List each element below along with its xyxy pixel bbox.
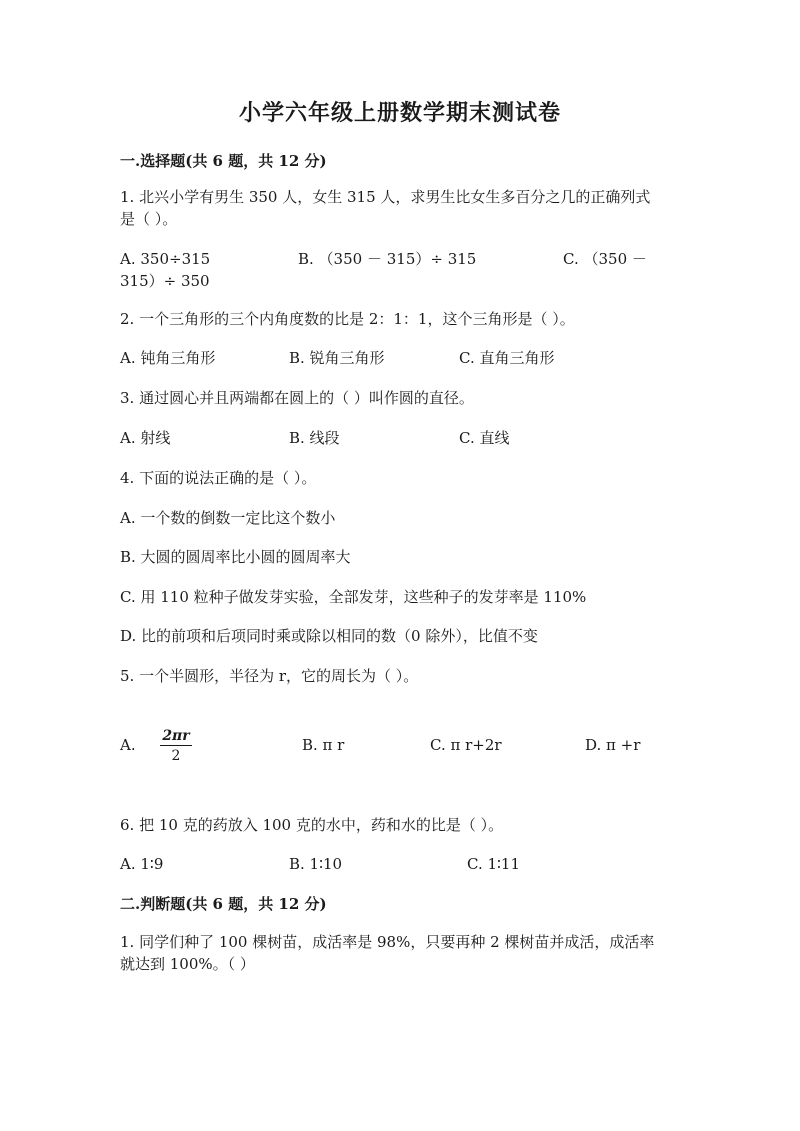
q3-option-a: A. 射线 — [120, 429, 171, 447]
question-1-line1: 1. 北兴小学有男生 350 人，女生 315 人，求男生比女生多百分之几的正确列式 — [120, 188, 651, 206]
question-1-line2: 是（ ）。 — [120, 210, 178, 228]
q6-option-c: C. 1∶11 — [467, 855, 521, 873]
fraction-numerator: 2πr — [160, 728, 192, 746]
q5-option-b: B. π r — [302, 736, 345, 754]
question-4: 4. 下面的说法正确的是（ ）。 — [120, 469, 317, 487]
q3-option-c: C. 直线 — [459, 429, 510, 447]
q4-option-a: A. 一个数的倒数一定比这个数小 — [120, 509, 336, 527]
q1-option-a: A. 350÷315 — [120, 250, 211, 268]
q5-option-a-fraction — [160, 728, 192, 764]
section-heading-judge: 二.判断题(共 6 题，共 12 分) — [120, 895, 327, 913]
q2-option-c: C. 直角三角形 — [459, 349, 555, 367]
question-5: 5. 一个半圆形，半径为 r，它的周长为（ ）。 — [120, 667, 419, 685]
question-2: 2. 一个三角形的三个内角度数的比是 2：1：1，这个三角形是（ ）。 — [120, 310, 575, 328]
q6-option-b: B. 1∶10 — [289, 855, 343, 873]
q5-option-c: C. π r+2r — [430, 736, 502, 754]
q1-option-c-continued: 315）÷ 350 — [120, 272, 210, 290]
q3-option-b: B. 线段 — [289, 429, 340, 447]
judge-question-1-line2: 就达到 100%。（ ） — [120, 955, 255, 973]
q1-option-b: B. （350 － 315）÷ 315 — [298, 250, 477, 268]
q5-option-d: D. π +r — [585, 736, 641, 754]
q5-option-a: A. — [120, 736, 136, 754]
q6-option-a: A. 1∶9 — [120, 855, 164, 873]
q4-option-d: D. 比的前项和后项同时乘或除以相同的数（0 除外），比值不变 — [120, 627, 538, 645]
q1-option-c: C. （350 － — [563, 250, 647, 268]
question-1 — [120, 186, 680, 230]
page-title: 小学六年级上册数学期末测试卷 — [238, 100, 561, 126]
judge-question-1-line1: 1. 同学们种了 100 棵树苗，成活率是 98%，只要再种 2 棵树苗并成活，成活率 — [120, 933, 655, 951]
judge-question-1 — [120, 931, 680, 975]
q4-option-c: C. 用 110 粒种子做发芽实验，全部发芽，这些种子的发芽率是 110% — [120, 588, 587, 606]
question-3: 3. 通过圆心并且两端都在圆上的（ ）叫作圆的直径。 — [120, 389, 474, 407]
q4-option-b: B. 大圆的圆周率比小圆的圆周率大 — [120, 548, 351, 566]
q2-option-b: B. 锐角三角形 — [289, 349, 385, 367]
question-6: 6. 把 10 克的药放入 100 克的水中，药和水的比是（ ）。 — [120, 816, 504, 834]
q2-option-a: A. 钝角三角形 — [120, 349, 216, 367]
fraction-denominator: 2 — [171, 748, 181, 764]
section-heading-choice: 一.选择题(共 6 题，共 12 分) — [120, 152, 327, 170]
